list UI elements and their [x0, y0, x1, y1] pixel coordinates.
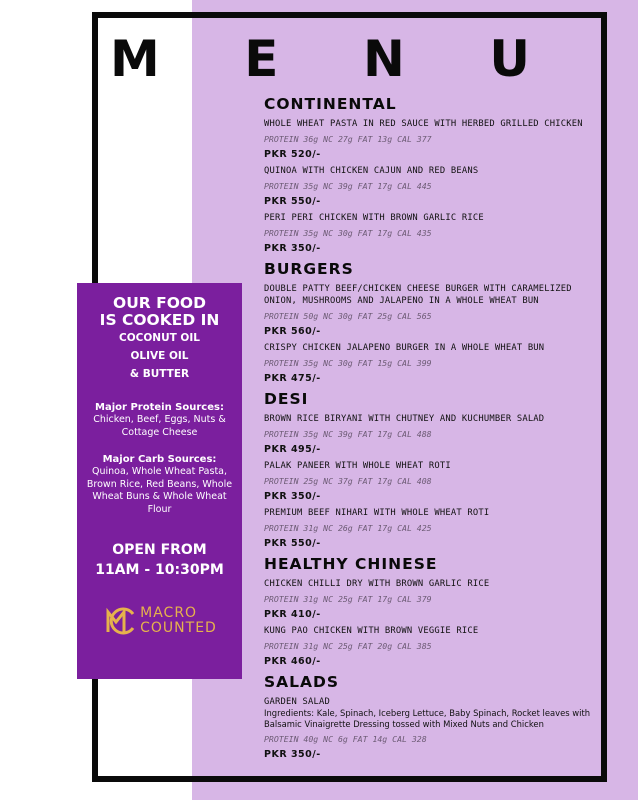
menu-item: [264, 165, 609, 208]
item-name: PALAK PANEER WITH WHOLE WHEAT ROTI: [264, 461, 451, 471]
item-price: PKR 550/-: [264, 538, 321, 549]
title-letter-n: N: [362, 30, 405, 88]
title-letter-e: E: [244, 30, 279, 88]
item-name: QUINOA WITH CHICKEN CAJUN AND RED BEANS: [264, 166, 479, 176]
menu-content: [264, 94, 609, 765]
item-macros: PROTEIN 31g NC 26g FAT 17g CAL 425: [264, 523, 432, 533]
item-macros: PROTEIN 36g NC 27g FAT 13g CAL 377: [264, 134, 432, 144]
macro-counted-logo: [77, 604, 242, 638]
carb-text: Quinoa, Whole Wheat Pasta, Brown Rice, Red Beans, Whole Wheat Buns & Whole Wheat Flour: [86, 466, 233, 515]
panel-oil-2: OLIVE OIL: [130, 350, 189, 362]
item-name: CHICKEN CHILLI DRY WITH BROWN GARLIC RICE: [264, 579, 490, 589]
menu-item: [264, 460, 609, 503]
open-hours: 11AM - 10:30PM: [95, 562, 224, 578]
item-macros: PROTEIN 31g NC 25g FAT 17g CAL 379: [264, 594, 432, 604]
logo-line-1: MACRO: [140, 605, 198, 621]
item-macros: PROTEIN 35g NC 39g FAT 17g CAL 488: [264, 429, 432, 439]
item-macros: PROTEIN 31g NC 25g FAT 20g CAL 385: [264, 641, 432, 651]
menu-item: [264, 625, 609, 668]
item-name: WHOLE WHEAT PASTA IN RED SAUCE WITH HERBED GRILLED CHICKEN: [264, 119, 583, 129]
item-price: PKR 475/-: [264, 373, 321, 384]
item-price: PKR 350/-: [264, 243, 321, 254]
item-price: PKR 495/-: [264, 444, 321, 455]
protein-text: Chicken, Beef, Eggs, Nuts & Cottage Cheese: [93, 414, 226, 438]
section-heading: DESI: [264, 390, 309, 408]
menu-item: [264, 283, 609, 338]
title-letter-u: U: [489, 30, 530, 88]
section-continental: [264, 94, 609, 255]
item-name: PREMIUM BEEF NIHARI WITH WHOLE WHEAT ROTI: [264, 508, 490, 518]
item-price: PKR 350/-: [264, 749, 321, 760]
item-macros: PROTEIN 35g NC 30g FAT 17g CAL 435: [264, 228, 432, 238]
item-price: PKR 520/-: [264, 149, 321, 160]
section-desi: [264, 389, 609, 550]
section-heading: HEALTHY CHINESE: [264, 555, 438, 573]
item-macros: PROTEIN 40g NC 6g FAT 14g CAL 328: [264, 734, 427, 744]
section-heading: CONTINENTAL: [264, 95, 397, 113]
item-name: DOUBLE PATTY BEEF/CHICKEN CHEESE BURGER WITH CARAMELIZED ONION, MUSHROOMS AND JALAPENO IN A WHOLE WHEAT BUN: [264, 284, 572, 306]
item-macros: PROTEIN 35g NC 39g FAT 17g CAL 445: [264, 181, 432, 191]
item-price: PKR 460/-: [264, 656, 321, 667]
menu-title: [110, 30, 530, 88]
mc-monogram-icon: [102, 604, 136, 638]
item-name: KUNG PAO CHICKEN WITH BROWN VEGGIE RICE: [264, 626, 479, 636]
item-macros: PROTEIN 50g NC 30g FAT 25g CAL 565: [264, 311, 432, 321]
protein-heading: Major Protein Sources:: [95, 402, 224, 413]
title-letter-m: M: [110, 30, 160, 88]
item-name: GARDEN SALAD: [264, 697, 330, 707]
menu-item: [264, 212, 609, 255]
menu-item: [264, 342, 609, 385]
section-heading: BURGERS: [264, 260, 354, 278]
carb-heading: Major Carb Sources:: [102, 454, 217, 465]
section-heading: SALADS: [264, 673, 340, 691]
panel-headline-1: OUR FOOD: [113, 294, 206, 312]
panel-oil-3: & BUTTER: [129, 368, 190, 380]
item-name: CRISPY CHICKEN JALAPENO BURGER IN A WHOLE WHEAT BUN: [264, 343, 545, 353]
menu-item: [264, 696, 609, 761]
panel-oil-1: COCONUT OIL: [119, 332, 200, 344]
menu-item: [264, 578, 609, 621]
logo-text: [140, 606, 217, 636]
item-price: PKR 410/-: [264, 609, 321, 620]
item-price: PKR 350/-: [264, 491, 321, 502]
item-macros: PROTEIN 25g NC 37g FAT 17g CAL 408: [264, 476, 432, 486]
item-price: PKR 560/-: [264, 326, 321, 337]
logo-line-2: COUNTED: [140, 620, 217, 636]
section-healthy-chinese: [264, 554, 609, 668]
open-hours-heading: OPEN FROM: [112, 542, 207, 558]
section-burgers: [264, 259, 609, 385]
panel-headline-2: IS COOKED IN: [99, 311, 220, 329]
info-panel: [77, 283, 242, 679]
item-macros: PROTEIN 35g NC 30g FAT 15g CAL 399: [264, 358, 432, 368]
menu-item: [264, 118, 609, 161]
item-price: PKR 550/-: [264, 196, 321, 207]
menu-item: [264, 507, 609, 550]
section-salads: [264, 672, 609, 761]
item-name: PERI PERI CHICKEN WITH BROWN GARLIC RICE: [264, 213, 484, 223]
item-name: BROWN RICE BIRYANI WITH CHUTNEY AND KUCHUMBER SALAD: [264, 414, 545, 424]
item-ingredients: Ingredients: Kale, Spinach, Iceberg Lettuce, Baby Spinach, Rocket leaves with Balsamic Vinaigrette Dressing tossed with Mixed Nuts and Chicken: [264, 708, 591, 729]
menu-item: [264, 413, 609, 456]
